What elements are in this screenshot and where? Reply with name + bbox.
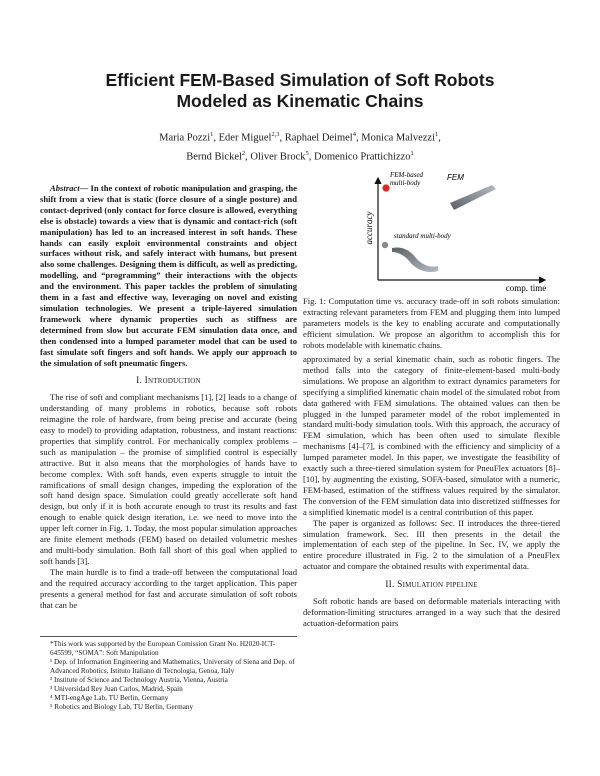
abstract [40, 183, 297, 368]
standard-multibody-shape [392, 247, 438, 272]
figure-1 [330, 170, 560, 296]
right-column [303, 354, 560, 629]
fem-based-multibody-dot [382, 184, 389, 191]
author-name: Oliver Brock [250, 151, 306, 162]
section-heading-pipeline: II. Simulation pipeline [385, 580, 478, 591]
label-standard-multibody: standard multi-body [394, 232, 451, 240]
footnote: ⁵ Robotics and Biology Lab, TU Berlin, Germany [50, 703, 194, 711]
footnote: *This work was supported by the European Comission Grant No. H2020-ICT-645599, “SOMA”: Soft Manipulation [50, 640, 276, 657]
intro-paragraph-2: The main hurdle is to find a trade-off between the computational load and the required accuracy according to the target application. This paper presents a general method for fast and accurate simulation of soft robots that can be [40, 566, 297, 610]
title-line-2: Modeled as Kinematic Chains [176, 91, 424, 111]
fem-shape [450, 185, 496, 210]
author-name: Domenico Prattichizzo [314, 151, 411, 162]
left-column [40, 183, 297, 610]
label-fem-based: FEM-based [390, 171, 424, 179]
right-paragraph-3: Soft robotic hands are based on deformable materials interacting with deformation-limiting structures arranged in a way such that the desired actuation-deformation pairs [303, 596, 560, 628]
x-axis-label: comp. time [505, 283, 547, 293]
label-fem: FEM [447, 173, 464, 182]
author-name: Maria Pozzi [159, 132, 211, 144]
footnote: ¹ Dep. of Information Engineering and Mathematics, University of Siena and Dep. of Advanced Robotics, Istituto Italiano di Tecnologia, Genoa, Italy [50, 658, 295, 675]
tradeoff-diagram [330, 170, 560, 296]
author-name: Bernd Bickel [186, 151, 242, 162]
abstract-lead: Abstract [50, 183, 80, 193]
author-name: Raphael Deimel [284, 132, 353, 144]
abstract-text: — In the context of robotic manipulation and grasping, the shift from a view that is static (force closure of a single posture) and contact-deprived (only contact for force closure is allowed, everything else is obstacle) towards a view that is dynamic and contact-rich (soft manipulation) has led to an increased interest in soft hands. These hands can easily exploit environmental constraints and object surfaces without risk, and safely interact with humans, but present also some challenges. Designing them is difficult, as well as predicting, modelling, and “programming” their interactions with the objects and the environment. This paper tackles the problem of simulating them in a fast and effective way, leveraging on novel and existing simulation technologies. We present a triple-layered simulation framework where dynamic properties such as stiffness are determined from slow but accurate FEM simulation data once, and then condensed into a lumped parameter model that can be used to fast simulate soft fingers and soft hands. We apply our approach to the simulation of soft pneumatic fingers. [40, 183, 297, 368]
standard-multibody-dot [382, 242, 388, 248]
footnote: ⁴ MTI-engAge Lab, TU Berlin, Germany [50, 694, 169, 702]
right-paragraph-2: The paper is organized as follows: Sec. II introduces the three-tiered simulation framework. Sec. III then presents in the detail the implementation of each step of the pipeline. In Sec. IV, we apply the entire procedure illustrated in Fig. 2 to the simulation of a PneuFlex actuator and compare the obtained results with experimental data. [303, 517, 560, 572]
author-name: Eder Miguel [218, 132, 272, 144]
author-line-2: Bernd Bickel$^2$, Oliver Brock$^5$, Domenico Prattichizzo$^1$ [186, 149, 414, 162]
title-line-1: Efficient FEM-Based Simulation of Soft Robots [105, 70, 495, 90]
author-list [70, 127, 530, 164]
section-heading-introduction: I. Introduction [136, 376, 201, 387]
paper-title [40, 70, 560, 112]
figure-caption: Fig. 1: Computation time vs. accuracy trade-off in soft robots simulation: extracting relevant parameters from FEM and plugging them into lumped parameters models is the key to enabling accurate and computationally efficient simulation. We propose an algorithm to accomplish this for robots modelable with kinematic chains. [303, 296, 560, 350]
label-multi-body: multi-body [390, 179, 421, 187]
footnote: ³ Universidad Rey Juan Carlos, Madrid, Spain [50, 685, 183, 693]
footnote: ² Institute of Science and Technology Austria, Vienna, Austria [50, 676, 228, 684]
y-axis-label: accuracy [364, 211, 374, 245]
intro-paragraph-1: The rise of soft and compliant mechanisms [1], [2] leads to a change of understanding of many problems in robotics, because soft robots reimagine the role of hardware, from being precise and accurate (being easy to model) to providing adaptation, robustness, and instant reactions: properties that simplify control. For mechanically complex problems – such as manipulation – the promise of simplified control is especially attractive. But it also means that the morphologies of hands have to become complex. With soft hands, even experts struggle to intuit the ramifications of small design changes, impeding the exploration of the soft hand design space. Simulation could greatly accellerate soft hand design, but only if it is both accurate enough to trust its results and fast enough to enable quick design iteration, i.e. we need to move into the upper left corner in Fig. 1. Today, the most popular simulation approaches are finite element methods (FEM) based on detailed volumetric meshes and multi-body simulation. Both fall short of this goal when applied to soft hands [3]. [40, 392, 297, 566]
author-line-1: Maria Pozzi$^1$, Eder Miguel$^{2,3}$, Raphael Deimel$^4$, Monica Malvezzi$^1$, [159, 131, 441, 144]
author-name: Monica Malvezzi [361, 132, 435, 144]
right-paragraph-1: approximated by a serial kinematic chain, such as robotic fingers. The method falls into the category of finite-element-based multi-body simulations. We propose an algorithm to extract dynamics parameters for specifying a simplified kinematic chain model of the simulated robot from data gathered with FEM simulations. The obtained values can then be plugged in the lumped parameter model of the robot implemented in standard multi-body simulation tools. With this approach, the accuracy of FEM simulation, which has been often used to simulate flexible mechanisms [4]–[7], is combined with the efficiency and simplicity of a lumped parameter model. In this paper, we investigate the feasibility of exactly such a three-tiered simulation system for PneuFlex actuators [8]–[10], by augmenting the existing, SOFA-based, simulator with a numeric, FEM-based, estimation of the stiffness values required by the simulator. The conversion of the FEM simulation data into discretized stiffnesses for a simplified kinematic model is a central contribution of this paper. [303, 354, 560, 517]
footnotes [40, 636, 297, 712]
